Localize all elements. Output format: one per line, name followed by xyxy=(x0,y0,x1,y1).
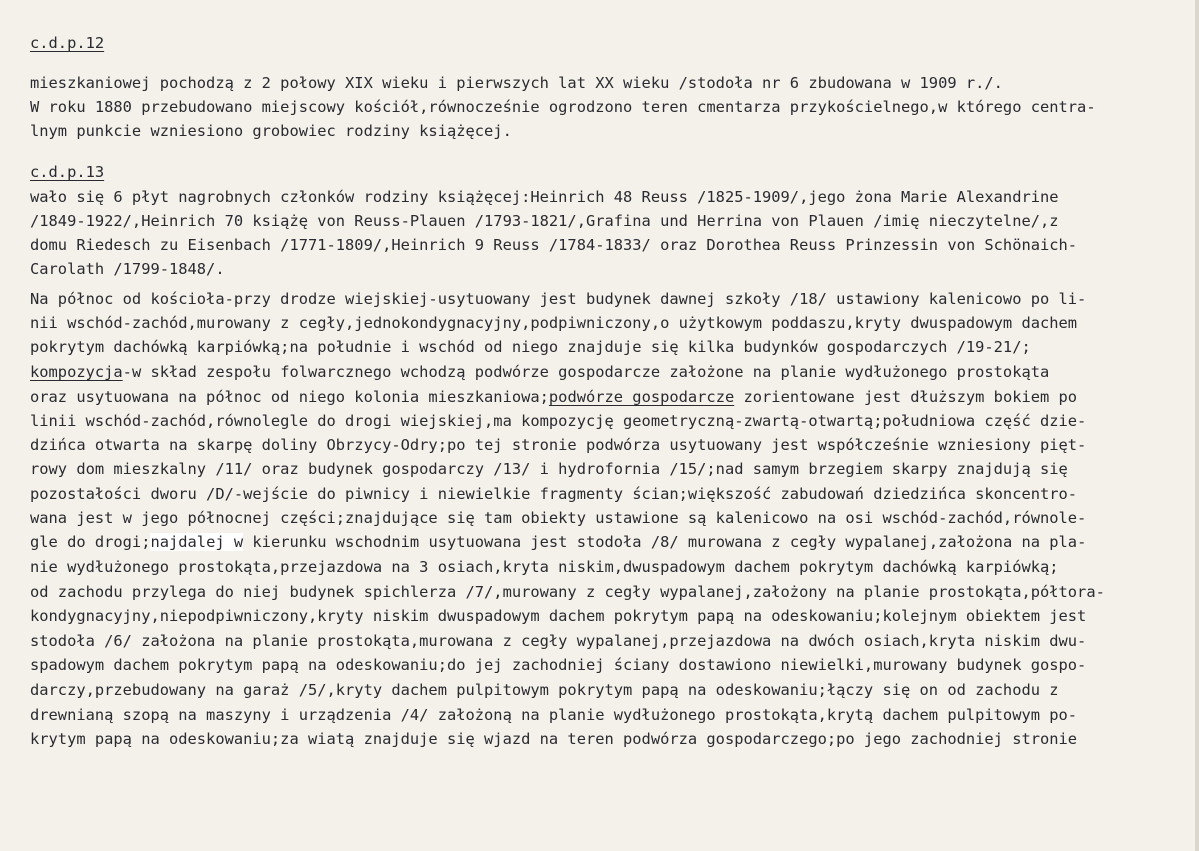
text-line xyxy=(30,362,1049,382)
text-line: spadowym dachem pokrytym papą na odeskowaniu;do jej zachodniej ściany dostawiono niewielki,murowany budynek gospo- xyxy=(30,656,1087,674)
text-line: pokrytym dachówką karpiówką;na południe i wschód od niego znajduje się kilka budynków gospodarczych /19-21/; xyxy=(30,338,1031,356)
text-line: krytym papą na odeskowaniu;za wiatą znajduje się wjazd na teren podwórza gospodarczego;po jego zachodniej stronie xyxy=(30,730,1078,748)
text-line: darczy,przebudowany na garaż /5/,kryty dachem pulpitowym pokrytym papą na odeskowaniu;łączy się on od zachodu z xyxy=(30,681,1059,699)
text-line: od zachodu przylega do niej budynek spichlerza /7/,murowany z cegły wypalanej,założony na planie prostokąta,półtora- xyxy=(30,583,1105,601)
text-segment: -w skład zespołu folwarcznego wchodzą podwórze gospodarcze założone na planie wydłużonego prostokąta xyxy=(122,363,1050,381)
text-line xyxy=(30,532,1086,552)
text-line: kondygnacyjny,niepodpiwniczony,kryty niskim dwuspadowym dachem pokrytym papą na odeskowaniu;kolejnym obiektem jest xyxy=(30,607,1087,625)
text-line: pozostałości dworu /D/-wejście do piwnicy i niewielkie fragmenty ścian;większość zabudowań dziedzińca skoncentro- xyxy=(30,485,1078,503)
text-line: linii wschód-zachód,równolegle do drogi wiejskiej,ma kompozycję geometryczną-zwartą-otwartą;południowa część dzie- xyxy=(30,412,1087,430)
text-line: wana jest w jego północnej części;znajdujące się tam obiekty ustawione są kalenicowo na osi wschód-zachód,równole- xyxy=(30,509,1087,527)
underlined-term-podworze-gospodarcze: podwórze gospodarcze xyxy=(548,388,735,406)
highlighted-phrase: najdalej w xyxy=(150,533,244,551)
text-line xyxy=(30,387,1077,407)
text-line: wało się 6 płyt nagrobnych członków rodziny książęcej:Heinrich 48 Reuss /1825-1909/,jego żona Marie Alexandrine xyxy=(30,188,1059,206)
text-line: W roku 1880 przebudowano miejscowy kościół,równocześnie ogrodzono teren cmentarza przykościelnego,w którego centra- xyxy=(30,98,1096,116)
text-line: stodoła /6/ założona na planie prostokąta,murowana z cegły wypalanej,przejazdowa na dwóch osiach,kryta niskim dwu- xyxy=(30,632,1087,650)
section-heading-12: c.d.p.12 xyxy=(30,34,105,52)
text-line: dzińca otwarta na skarpę doliny Obrzycy-Odry;po tej stronie podwórza usytuowany jest współcześnie wzniesiony pięt- xyxy=(30,436,1087,454)
text-segment: gle do drogi; xyxy=(30,533,151,551)
text-line: rowy dom mieszkalny /11/ oraz budynek gospodarczy /13/ i hydrofornia /15/;nad samym brzegiem skarpy znajdują się xyxy=(30,460,1068,478)
text-line: nie wydłużonego prostokąta,przejazdowa na 3 osiach,kryta niskim,dwuspadowym dachem pokrytym dachówką karpiówką; xyxy=(30,558,1059,576)
text-line: domu Riedesch zu Eisenbach /1771-1809/,Heinrich 9 Reuss /1784-1833/ oraz Dorothea Reuss Prinzessin von Schönaich- xyxy=(30,236,1078,254)
underlined-term-kompozycja: kompozycja xyxy=(30,363,123,381)
text-line: Na północ od kościoła-przy drodze wiejskiej-usytuowany jest budynek dawnej szkoły /18/ ustawiony kalenicowo po li- xyxy=(30,290,1087,308)
text-segment: kierunku wschodnim usytuowana jest stodoła /8/ murowana z cegły wypalanej,założona na pla- xyxy=(243,533,1087,551)
page-edge xyxy=(1195,0,1199,851)
text-line: mieszkaniowej pochodzą z 2 połowy XIX wieku i pierwszych lat XX wieku /stodoła nr 6 zbudowana w 1909 r./. xyxy=(30,74,1003,92)
text-line: drewnianą szopą na maszyny i urządzenia /4/ założoną na planie wydłużonego prostokąta,krytą dachem pulpitowym po- xyxy=(30,706,1078,724)
text-segment: oraz usytuowana na północ od niego kolonia mieszkaniowa; xyxy=(30,388,549,406)
text-line: lnym punkcie wzniesiono grobowiec rodziny książęcej. xyxy=(30,122,512,140)
text-line: Carolath /1799-1848/. xyxy=(30,260,225,278)
text-segment: zorientowane jest dłuższym bokiem po xyxy=(734,388,1078,406)
text-line: nii wschód-zachód,murowany z cegły,jednokondygnacyjny,podpiwniczony,o użytkowym poddaszu,kryty dwuspadowym dachem xyxy=(30,314,1078,332)
section-heading-13: c.d.p.13 xyxy=(30,163,105,181)
text-line: /1849-1922/,Heinrich 70 książę von Reuss-Plauen /1793-1821/,Grafina und Herrina von Plauen /imię nieczytelne/,z xyxy=(30,212,1059,230)
